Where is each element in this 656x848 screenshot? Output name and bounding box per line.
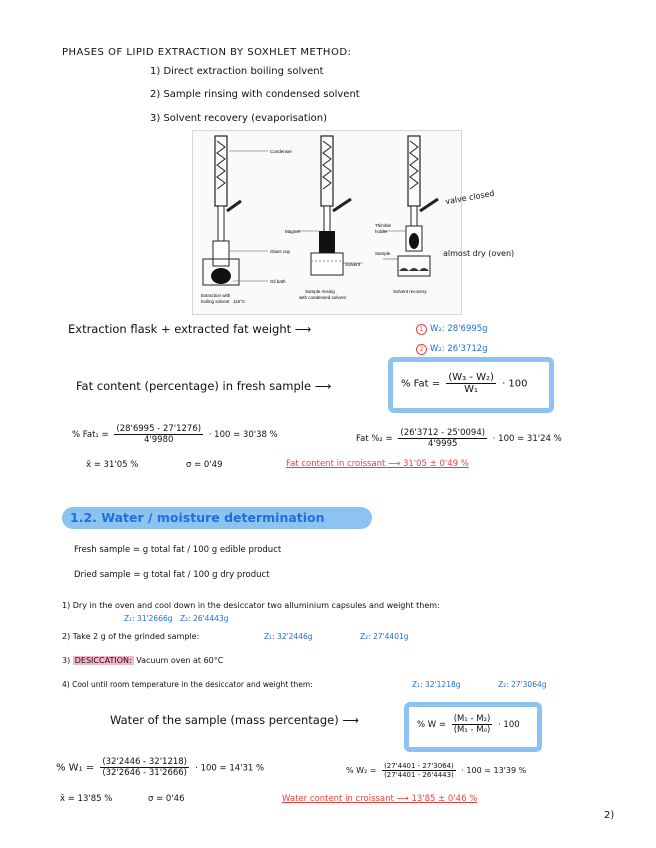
phase-3: 3) Solvent recovery (evaporisation) (150, 113, 327, 124)
step-1-b: Z₂: 26'4443g (180, 614, 229, 623)
w1-value: 1 W₂: 28'6995g (416, 324, 488, 335)
apparatus-1 (203, 136, 268, 285)
water-mean: x̄ = 13'85 % (60, 794, 113, 804)
label-temp: 115°C (233, 299, 246, 304)
fat-calc-1: % Fat₁ = $\frac{(28'6995 - 27'1276)}{4'9980}$ · 100 = 30'38 % (72, 424, 278, 445)
apparatus-2 (297, 136, 363, 275)
caption-1: Extraction with (201, 293, 231, 298)
water-result: Water content in croissant ⟶ 13'85 ± 0'46 % (282, 794, 478, 804)
step-1-text: 1) Dry in the oven and cool down in the desiccator two alluminium capsules and weight them: (62, 601, 440, 610)
water-formula-box (404, 702, 542, 752)
svg-text:holder: holder (375, 229, 388, 234)
water-label: Water of the sample (mass percentage) ⟶ (110, 713, 359, 727)
water-sd: σ = 0'46 (148, 794, 185, 804)
label-valve-closed: valve closed (444, 188, 496, 207)
section-title: 1.2. Water / moisture determination (70, 510, 325, 525)
step-4-b: Z₂: 27'3064g (498, 680, 547, 689)
page-title: PHASES OF LIPID EXTRACTION BY SOXHLET METHOD: (62, 47, 352, 58)
def-dried: Dried sample = g total fat / 100 g dry product (74, 570, 270, 580)
water-formula: % W = $\frac{\text{(M₁ - M₂)}}{\text{(M₁ - M₀)}}$ · 100 (417, 714, 520, 735)
fat-mean: x̄ = 31'05 % (86, 460, 139, 470)
label-condenser: Condenser (270, 149, 293, 154)
step-3: 3) DESICCATION: Vacuum oven at 60°C (62, 656, 224, 665)
caption-2: Sample rinsing (305, 289, 335, 294)
extraction-label: Extraction flask + extracted fat weight ⟶ (68, 322, 312, 336)
desiccation-highlight: DESICCATION: (74, 656, 132, 665)
svg-text:boiling solvent: boiling solvent (201, 299, 230, 304)
water-calc-2: % W₂ = $\frac{(27'4401 - 27'3064)}{(27'4401 - 26'4443)}$ · 100 = 13'39 % (346, 762, 527, 779)
fat-result: Fat content in croissant ⟶ 31'05 ± 0'49 % (286, 459, 469, 469)
step-2-text: 2) Take 2 g of the grinded sample: (62, 632, 200, 641)
label-sample: Sample (375, 251, 391, 256)
fat-sd: σ = 0'49 (186, 460, 223, 470)
caption-3: Solvent recovery (393, 289, 427, 294)
label-solvent: Solvent (345, 262, 361, 267)
step-2-a: Z₁: 32'2446g (264, 632, 313, 641)
step-4-text: 4) Cool until room temperature in the desiccator and weight them: (62, 680, 313, 689)
step-1-a: Z₁: 31'2666g (124, 614, 173, 623)
soxhlet-apparatus-diagram (193, 131, 461, 314)
step-2-b: Z₂: 27'4401g (360, 632, 409, 641)
def-fresh: Fresh sample = g total fat / 100 g edible product (74, 545, 282, 555)
fat-calc-2: Fat %₂ = $\frac{(26'3712 - 25'0094)}{4'9995}$ · 100 = 31'24 % (356, 428, 562, 449)
label-oil-bath: Oil bath (270, 279, 286, 284)
label-glass-cup: Glass cup (270, 249, 291, 254)
phase-2: 2) Sample rinsing with condensed solvent (150, 89, 360, 100)
fat-formula-box (388, 357, 554, 413)
label-thimble: Thimble (375, 223, 392, 228)
label-magnet: Magnet (285, 229, 301, 234)
page-number: 2) (604, 810, 615, 821)
fat-formula: % Fat = $\frac{\text{(W₃ - W₂)}}{\text{W₁}}$ · 100 (401, 372, 528, 395)
label-almost-dry: almost dry (oven) (443, 249, 515, 258)
soxhlet-figure (192, 130, 515, 315)
step-4-a: Z₁: 32'1218g (412, 680, 461, 689)
apparatus-3 (383, 136, 438, 276)
w2-value: 2 W₂: 26'3712g (416, 344, 488, 355)
phase-1: 1) Direct extraction boiling solvent (150, 66, 324, 77)
water-calc-1: % W₁ = $\frac{(32'2446 - 32'1218)}{(32'2646 - 31'2666)}$ · 100 = 14'31 % (56, 757, 265, 778)
svg-text:with condensed solvent: with condensed solvent (299, 295, 346, 300)
fat-content-label: Fat content (percentage) in fresh sample ⟶ (76, 379, 332, 393)
